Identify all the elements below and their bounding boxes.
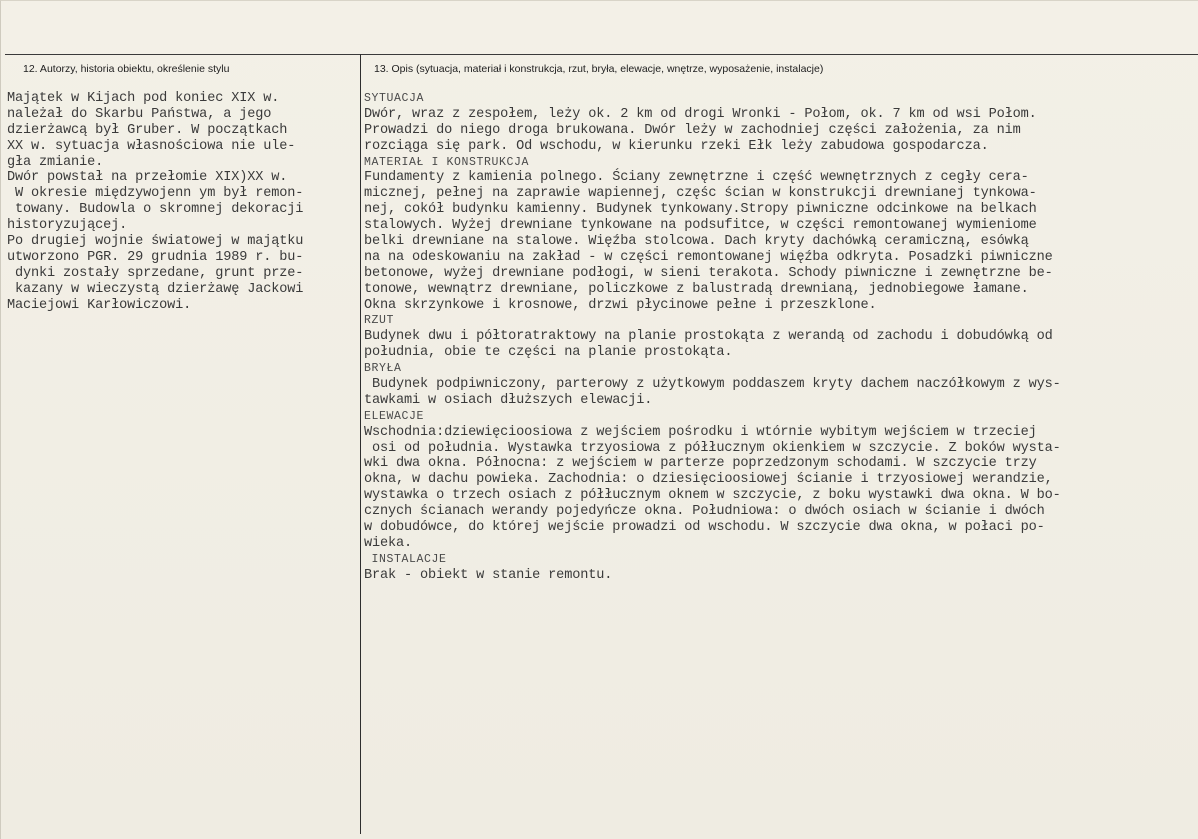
description-line: micznej, pełnej na zaprawie wapiennej, częśc ścian w konstrukcji drewnianej tynkowa- bbox=[364, 186, 1037, 202]
description-line: betonowe, wyżej drewniane podłogi, w sieni terakota. Schody piwniczne i zewnętrzne be- bbox=[364, 265, 1053, 281]
history-line: dzierżawcą był Gruber. W początkach bbox=[7, 122, 288, 138]
description-line: Dwór, wraz z zespołem, leży ok. 2 km od drogi Wronki - Połom, ok. 7 km od wsi Połom. bbox=[364, 106, 1037, 122]
top-rule bbox=[5, 54, 1198, 55]
subsection-heading: INSTALACJE bbox=[364, 552, 447, 566]
history-line: należał do Skarbu Państwa, a jego bbox=[7, 106, 272, 122]
history-line: utworzono PGR. 29 grudnia 1989 r. bu- bbox=[7, 249, 304, 265]
history-line: Dwór powstał na przełomie XIX)XX w. bbox=[7, 170, 288, 186]
description-line: rozciąga się park. Od wschodu, w kierunku rzeki Ełk leży zabudowa gospodarcza. bbox=[364, 138, 989, 154]
description-line: Brak - obiekt w stanie remontu. bbox=[364, 567, 613, 583]
description-line: belki drewniane na stalowe. Więźba stolcowa. Dach kryty dachówką ceramiczną, esówką bbox=[364, 234, 1029, 250]
section-13-heading: 13. Opis (sytuacja, materiał i konstrukcja, rzut, bryła, elewacje, wnętrze, wyposażenie, instalacje) bbox=[374, 63, 824, 75]
subsection-heading: RZUT bbox=[364, 314, 395, 328]
subsection-heading: MATERIAŁ I KONSTRUKCJA bbox=[364, 155, 530, 169]
description-line: południa, obie te części na planie prostokąta. bbox=[364, 345, 733, 361]
description-line: Budynek podpiwniczony, parterowy z użytkowym poddaszem kryty dachem naczółkowym z wys- bbox=[364, 377, 1061, 393]
section-12-heading: 12. Autorzy, historia obiektu, określenie stylu bbox=[23, 63, 230, 75]
subsection-heading: SYTUACJA bbox=[364, 92, 425, 105]
description-line: cznych ścianach werandy pojedyńcze okna. Południowa: o dwóch osiach w ścianie i dwóch bbox=[364, 504, 1045, 520]
description-line: wki dwa okna. Północna: z wejściem w parterze poprzedzonym schodami. W szczycie trzy bbox=[364, 456, 1037, 472]
description-line: Budynek dwu i półtoratraktowy na planie prostokąta z werandą od zachodu i dobudówką od bbox=[364, 329, 1053, 345]
description-line: Prowadzi do niego droga brukowana. Dwór leży w zachodniej części założenia, za nim bbox=[364, 122, 1021, 138]
description-line: osi od południa. Wystawka trzyosiowa z półłucznym okienkiem w szczycie. Z boków wysta- bbox=[364, 440, 1061, 456]
history-line: dynki zostały sprzedane, grunt prze- bbox=[7, 265, 304, 281]
description-line: nej, cokół budynku kamienny. Budynek tynkowany.Stropy piwniczne odcinkowe na belkach bbox=[364, 202, 1037, 218]
description-text bbox=[364, 91, 1196, 584]
history-line: Po drugiej wojnie światowej w majątku bbox=[7, 234, 304, 250]
history-line: gła zmianie. bbox=[7, 154, 104, 170]
subsection-heading: BRYŁA bbox=[364, 362, 402, 376]
column-divider bbox=[360, 54, 361, 834]
description-line: na na odeskowaniu na zakład - w części remontowanej więźba odkryta. Posadzki piwniczne bbox=[364, 249, 1053, 265]
description-line: w dobudówce, do której wejście prowadzi od wschodu. W szczycie dwa okna, w połaci po- bbox=[364, 520, 1045, 536]
description-line: Wschodnia:dziewięcioosiowa z wejściem pośrodku i wtórnie wybitym wejściem w trzeciej bbox=[364, 424, 1037, 440]
history-line: towany. Budowla o skromnej dekoracji bbox=[7, 202, 304, 218]
subsection-heading: ELEWACJE bbox=[364, 409, 425, 423]
history-line: W okresie międzywojenn ym był remon- bbox=[7, 186, 304, 202]
history-line: kazany w wieczystą dzierżawę Jackowi bbox=[7, 281, 304, 297]
history-line: XX w. sytuacja własnościowa nie ule- bbox=[7, 138, 296, 154]
description-line: tonowe, wewnątrz drewniane, policzkowe z balustradą drewnianą, jednobiegowe łamane. bbox=[364, 281, 1029, 297]
history-text bbox=[7, 91, 357, 313]
description-line: Okna skrzynkowe i krosnowe, drzwi płycinowe pełne i przeszklone. bbox=[364, 297, 877, 313]
description-line: wystawka o trzech osiach z półłucznym oknem w szczycie, z boku wystawki dwa okna. W bo- bbox=[364, 488, 1061, 504]
history-line: Majątek w Kijach pod koniec XIX w. bbox=[7, 91, 280, 106]
history-line: Maciejowi Karłowiczowi. bbox=[7, 297, 192, 313]
description-line: stalowych. Wyżej drewniane tynkowane na podsufitce, w części remontowanej wymieniome bbox=[364, 218, 1037, 234]
description-line: tawkami w osiach dłuższych elewacji. bbox=[364, 392, 653, 408]
description-line: Fundamenty z kamienia polnego. Ściany zewnętrzne i część wewnętrznych z cegły cera- bbox=[364, 170, 1029, 186]
history-line: historyzującej. bbox=[7, 218, 128, 234]
description-line: okna, w dachu powieka. Zachodnia: o dziesięcioosiowej ścianie i trzyosiowej werandzie, bbox=[364, 472, 1053, 488]
description-line: wieka. bbox=[364, 535, 413, 551]
